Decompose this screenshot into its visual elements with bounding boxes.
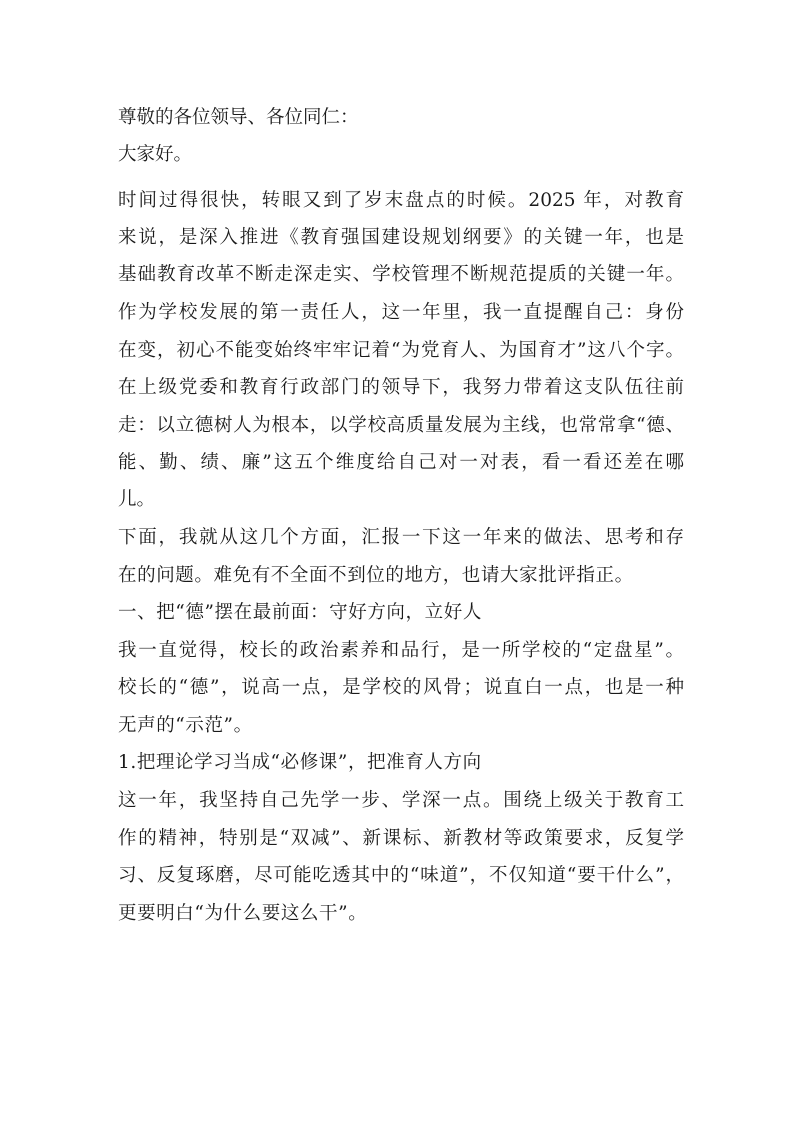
text-line: 更要明白“为什么要这么干”。 <box>118 903 368 924</box>
text-line: 作为学校发展的第一责任人，这一年里，我一直提醒自己：身份 <box>118 302 684 323</box>
text-line: 来说，是深入推进《教育强国建设规划纲要》的关键一年，也是 <box>118 227 684 248</box>
text-line: 这一年，我坚持自己先学一步、学深一点。围绕上级关于教育工 <box>118 790 684 811</box>
text-line: 走：以立德树人为根本，以学校高质量发展为主线，也常常拿“德、 <box>118 415 684 436</box>
text-line: 下面，我就从这几个方面，汇报一下这一年来的做法、思考和存 <box>118 527 684 548</box>
salutation: 尊敬的各位领导、各位同仁： <box>118 107 359 128</box>
text-line: 我一直觉得，校长的政治素养和品行，是一所学校的“定盘星”。 <box>118 640 684 661</box>
text-line: 时间过得很快，转眼又到了岁末盘点的时候。2025 年，对教育 <box>118 190 684 211</box>
text-line: 作的精神，特别是“双减”、新课标、新教材等政策要求，反复学 <box>118 828 684 849</box>
text-line: 儿。 <box>118 489 156 510</box>
text-line: 在上级党委和教育行政部门的领导下，我努力带着这支队伍往前 <box>118 377 684 398</box>
text-line: 在变，初心不能变始终牢牢记着“为党育人、为国育才”这八个字。 <box>118 340 684 361</box>
section-heading: 一、把“德”摆在最前面：守好方向，立好人 <box>118 602 482 623</box>
text-line: 在的问题。难免有不全面不到位的地方，也请大家批评指正。 <box>118 565 634 586</box>
text-line: 基础教育改革不断走深走实、学校管理不断规范提质的关键一年。 <box>118 264 684 285</box>
text-line: 能、勤、绩、廉”这五个维度给自己对一对表，看一看还差在哪 <box>118 452 684 473</box>
text-line: 习、反复琢磨，尽可能吃透其中的“味道”，不仅知道“要干什么”， <box>118 865 684 886</box>
text-line: 校长的“德”，说高一点，是学校的风骨；说直白一点，也是一种 <box>118 677 684 698</box>
subsection-heading: 1.把理论学习当成“必修课”，把准育人方向 <box>118 752 482 773</box>
greeting: 大家好。 <box>118 144 193 165</box>
text-line: 无声的“示范”。 <box>118 715 253 736</box>
